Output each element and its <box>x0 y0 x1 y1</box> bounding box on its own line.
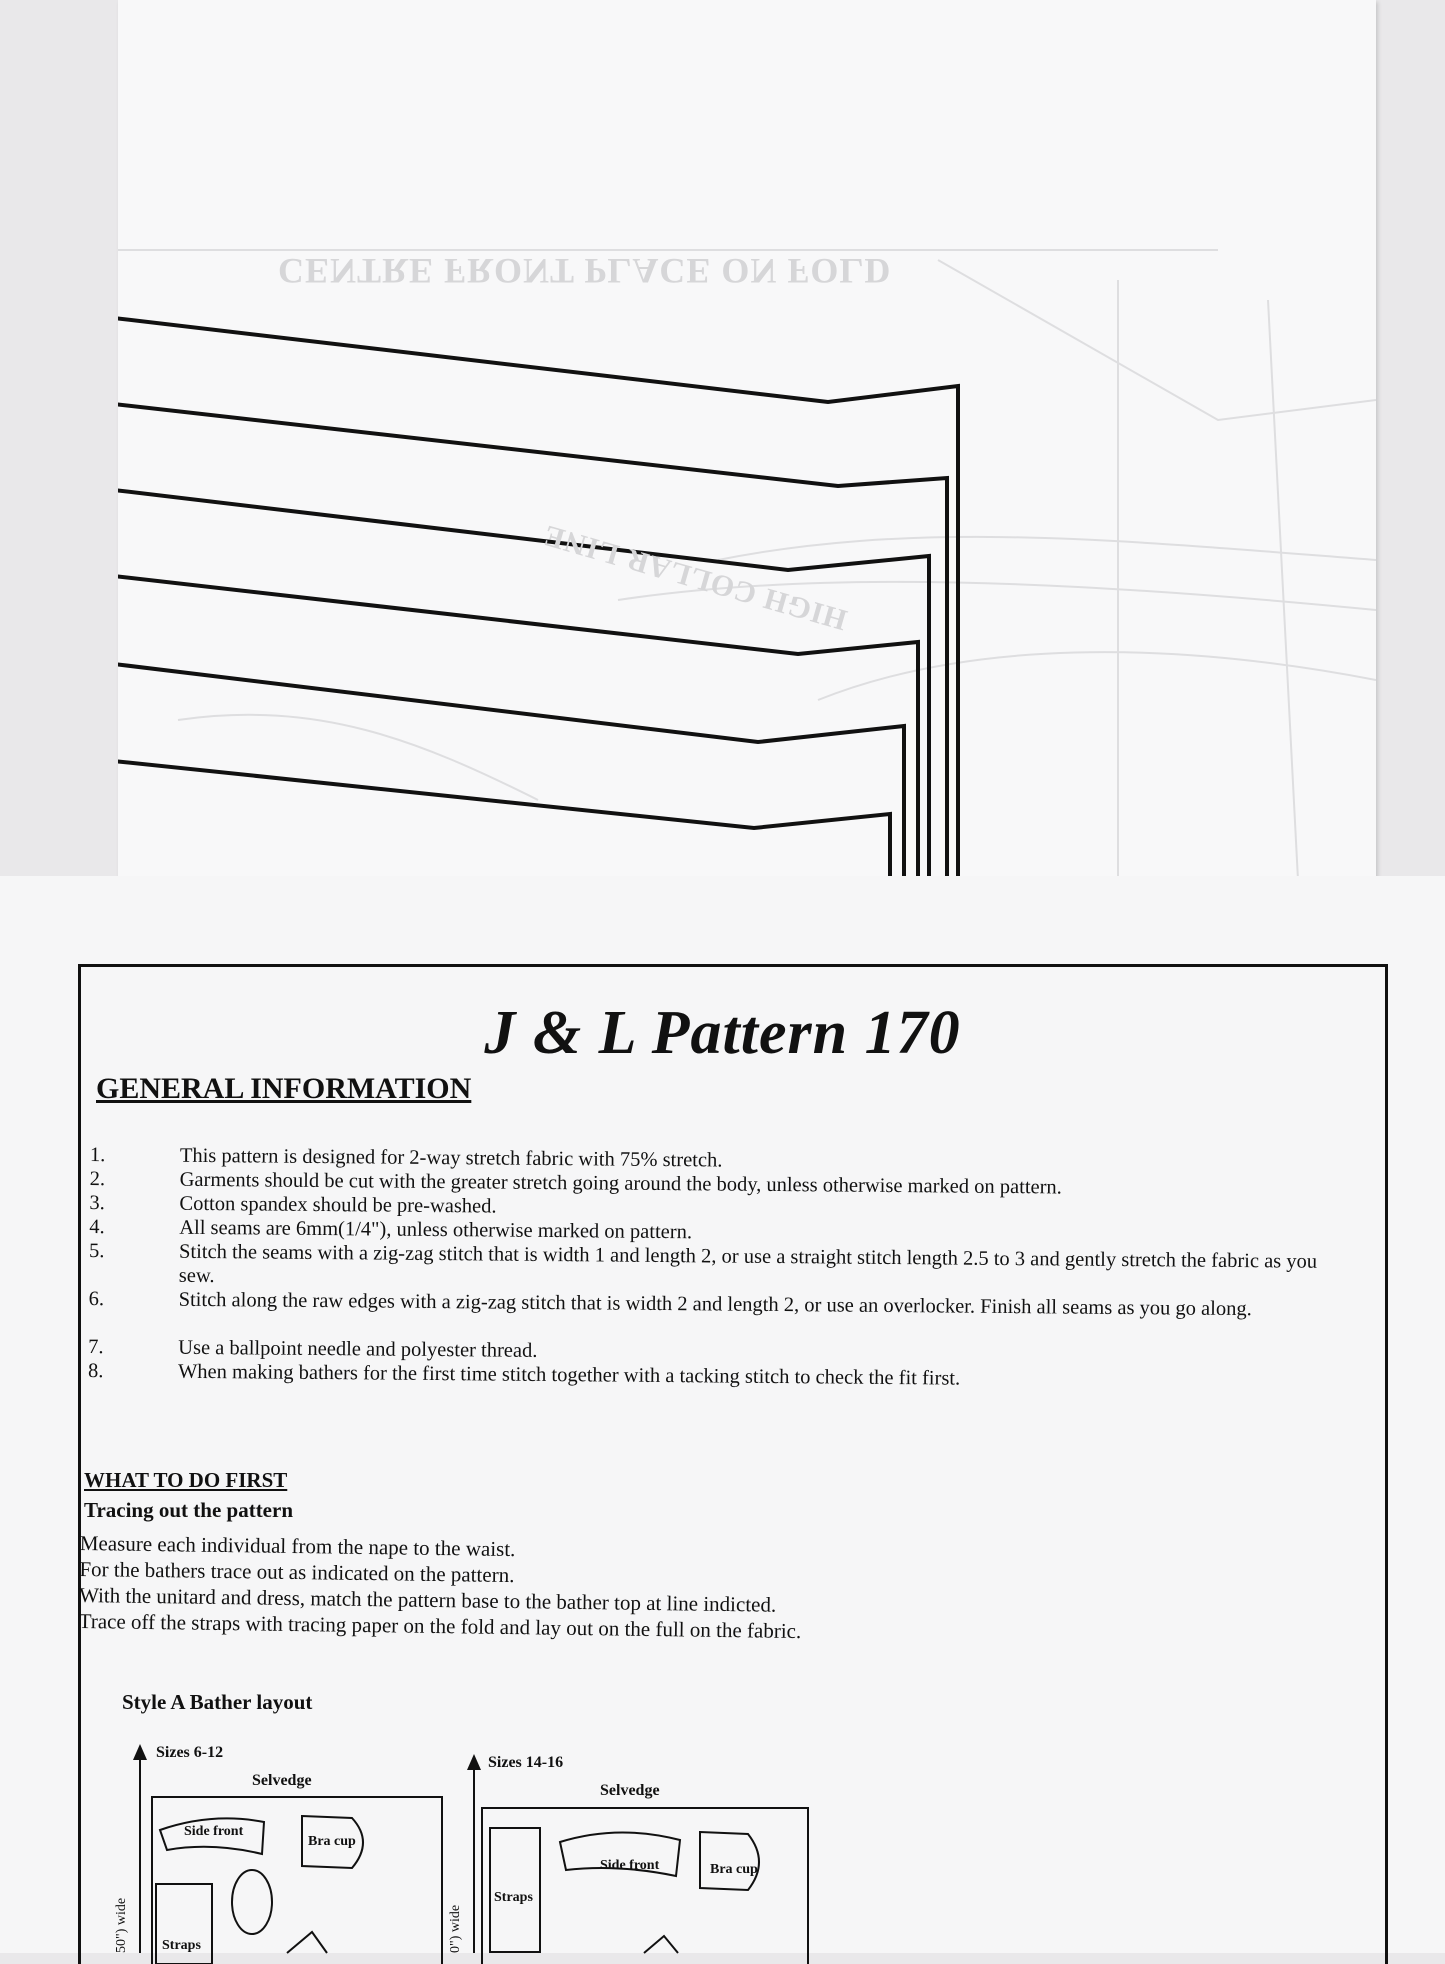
tracing-line: Measure each individual from the nape to the waist. <box>79 1530 516 1562</box>
layout-selvedge-label: Selvedge <box>600 1782 660 1799</box>
item-text: All seams are 6mm(1/4"), unless otherwise marked on pattern. <box>179 1216 693 1244</box>
pattern-lines <box>118 0 1376 896</box>
tracing-heading: Tracing out the pattern <box>84 1498 294 1522</box>
item-text: When making bathers for the first time stitch together with a tacking stitch to check the fit first. <box>177 1360 961 1390</box>
cut-line-3 <box>118 490 929 896</box>
tracing-line: For the bathers trace out as indicated on the pattern. <box>79 1556 515 1588</box>
item-text: Garments should be cut with the greater stretch going around the body, unless otherwise marked on pattern. <box>179 1168 1062 1199</box>
layout-bra-cup-label: Bra cup <box>710 1862 758 1877</box>
layout-straps-label: Straps <box>494 1890 533 1905</box>
layout-sizes-label: Sizes 6-12 <box>156 1744 224 1761</box>
general-info-list <box>88 1143 1330 1394</box>
item-number: 7. <box>88 1335 104 1359</box>
layout-sizes-6-12 <box>112 1742 442 1953</box>
ghost-label-collar: HIGH COLLAR LINE <box>539 518 851 637</box>
item-number: 6. <box>88 1287 105 1311</box>
item-text: Stitch the seams with a zig-zag stitch that is width 1 and length 2, or use a straight stitch length 2.5 to 3 and gently stretch the fabric as you sew. <box>178 1240 1318 1288</box>
layout-sizes-14-16 <box>448 1752 818 1953</box>
tracing-line: With the unitard and dress, match the pattern base to the bather top at line indicted. <box>78 1582 777 1617</box>
cut-line-5 <box>118 664 904 896</box>
tracing-line: Trace off the straps with tracing paper on the fold and lay out on the full on the fabric. <box>78 1608 802 1644</box>
item-text: Use a ballpoint needle and polyester thread. <box>178 1336 538 1362</box>
layout-bra-cup-label: Bra cup <box>308 1834 356 1849</box>
general-info-heading: GENERAL INFORMATION <box>96 1072 472 1105</box>
layout-selvedge-label: Selvedge <box>252 1772 312 1789</box>
layout-width-label: 50") wide <box>114 1897 129 1953</box>
item-number: 8. <box>87 1359 104 1383</box>
item-text: Cotton spandex should be pre-washed. <box>179 1192 497 1218</box>
item-number: 5. <box>88 1239 105 1263</box>
item-number: 4. <box>89 1215 105 1239</box>
ghost-label-fold: CENTRE FRONT PLACE ON FOLD <box>278 251 892 291</box>
layout-side-front-label: Side front <box>600 1858 660 1873</box>
item-number: 2. <box>89 1167 106 1191</box>
layout-width-label: 0") wide <box>448 1904 463 1953</box>
item-text: This pattern is designed for 2-way stretch fabric with 75% stretch. <box>179 1144 723 1172</box>
item-text: Stitch along the raw edges with a zig-zag stitch that is width 2 and length 2, or use an overlocker. Finish all seams as you go along. <box>178 1288 1252 1321</box>
tracing-instructions <box>79 1530 1080 1648</box>
document-title: J & L Pattern 170 <box>484 999 961 1067</box>
item-number: 3. <box>89 1191 105 1215</box>
layout-straps-label: Straps <box>162 1938 201 1953</box>
style-a-heading: Style A Bather layout <box>122 1690 313 1714</box>
item-number: 1. <box>89 1144 106 1167</box>
pattern-sheet <box>118 0 1376 896</box>
layout-sizes-label: Sizes 14-16 <box>488 1754 564 1771</box>
what-to-do-first-heading: WHAT TO DO FIRST <box>84 1468 288 1492</box>
layout-side-front-label: Side front <box>184 1824 244 1839</box>
